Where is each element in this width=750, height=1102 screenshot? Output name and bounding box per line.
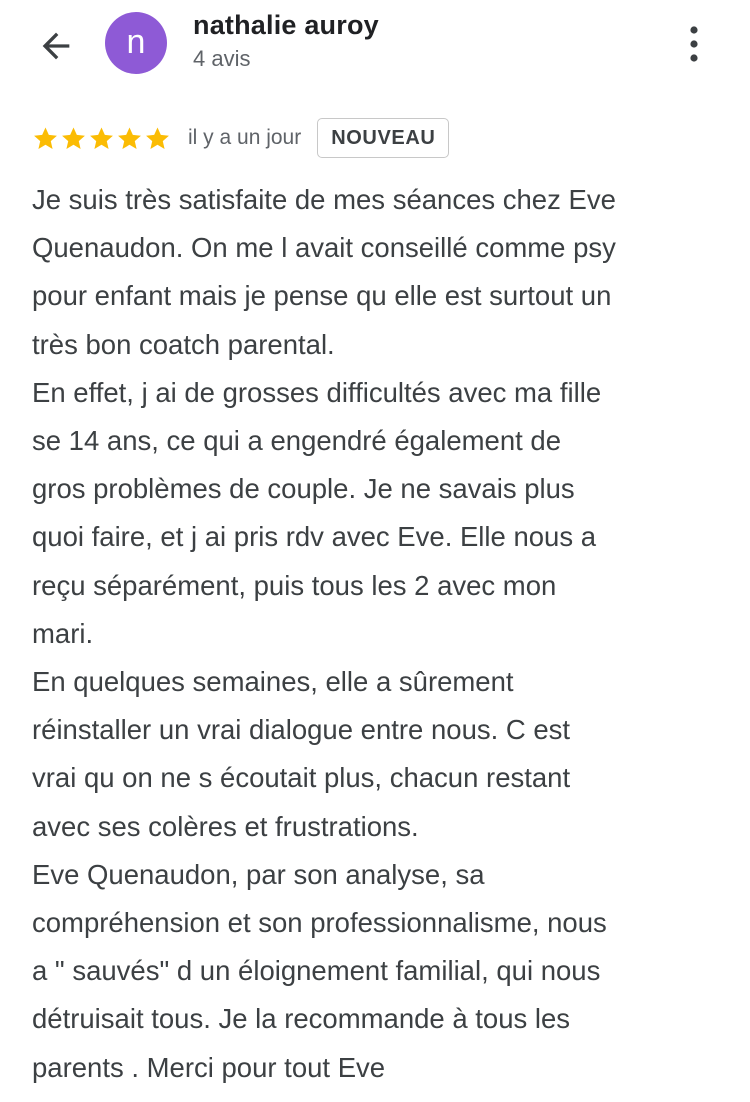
reviewer-name[interactable]: nathalie auroy bbox=[193, 10, 379, 40]
more-options-button[interactable] bbox=[670, 20, 718, 68]
review-line: a " sauvés" d un éloignement familial, qui nous bbox=[32, 955, 601, 987]
review-count: 4 avis bbox=[193, 46, 251, 71]
star-icon bbox=[88, 125, 115, 152]
star-icon bbox=[116, 125, 143, 152]
arrow-left-icon bbox=[36, 26, 76, 66]
review-line: réinstaller un vrai dialogue entre nous. C est bbox=[32, 714, 571, 746]
star-icon bbox=[32, 125, 59, 152]
review-line: avec ses colères et frustrations. bbox=[32, 810, 419, 842]
back-button[interactable] bbox=[30, 20, 82, 72]
review-line: Je suis très satisfaite de mes séances chez Eve bbox=[32, 184, 616, 215]
new-badge: NOUVEAU bbox=[317, 118, 449, 158]
review-line: parents . Merci pour tout Eve bbox=[32, 1051, 386, 1083]
review-line: détruisait tous. Je la recommande à tous les bbox=[32, 1003, 571, 1035]
review-line: En effet, j ai de grosses difficultés avec ma fille bbox=[32, 376, 602, 408]
review-line: Quenaudon. On me l avait conseillé comme psy bbox=[32, 232, 616, 264]
avatar[interactable]: n bbox=[105, 12, 167, 74]
review-line: se 14 ans, ce qui a engendré également de bbox=[32, 425, 561, 457]
review-line: mari. bbox=[32, 617, 94, 649]
review-line: Eve Quenaudon, par son analyse, sa bbox=[32, 858, 485, 890]
star-icon bbox=[144, 125, 171, 152]
review-time: il y a un jour bbox=[188, 126, 302, 149]
star-icon bbox=[60, 125, 87, 152]
review-line: pour enfant mais je pense qu elle est surtout un bbox=[32, 280, 612, 312]
rating-row bbox=[32, 117, 449, 159]
review-line: vrai qu on ne s écoutait plus, chacun restant bbox=[32, 762, 571, 794]
review-header bbox=[0, 0, 750, 100]
more-vert-icon bbox=[688, 24, 700, 64]
review-line: En quelques semaines, elle a sûrement bbox=[32, 666, 514, 698]
review-line: très bon coatch parental. bbox=[32, 328, 335, 360]
review-text bbox=[32, 176, 732, 1092]
review-line: compréhension et son professionnalisme, nous bbox=[32, 907, 607, 939]
review-line: gros problèmes de couple. Je ne savais plus bbox=[32, 473, 575, 505]
star-rating bbox=[32, 125, 171, 152]
review-line: reçu séparément, puis tous les 2 avec mon bbox=[32, 569, 557, 601]
review-line: quoi faire, et j ai pris rdv avec Eve. Elle nous a bbox=[32, 521, 597, 553]
